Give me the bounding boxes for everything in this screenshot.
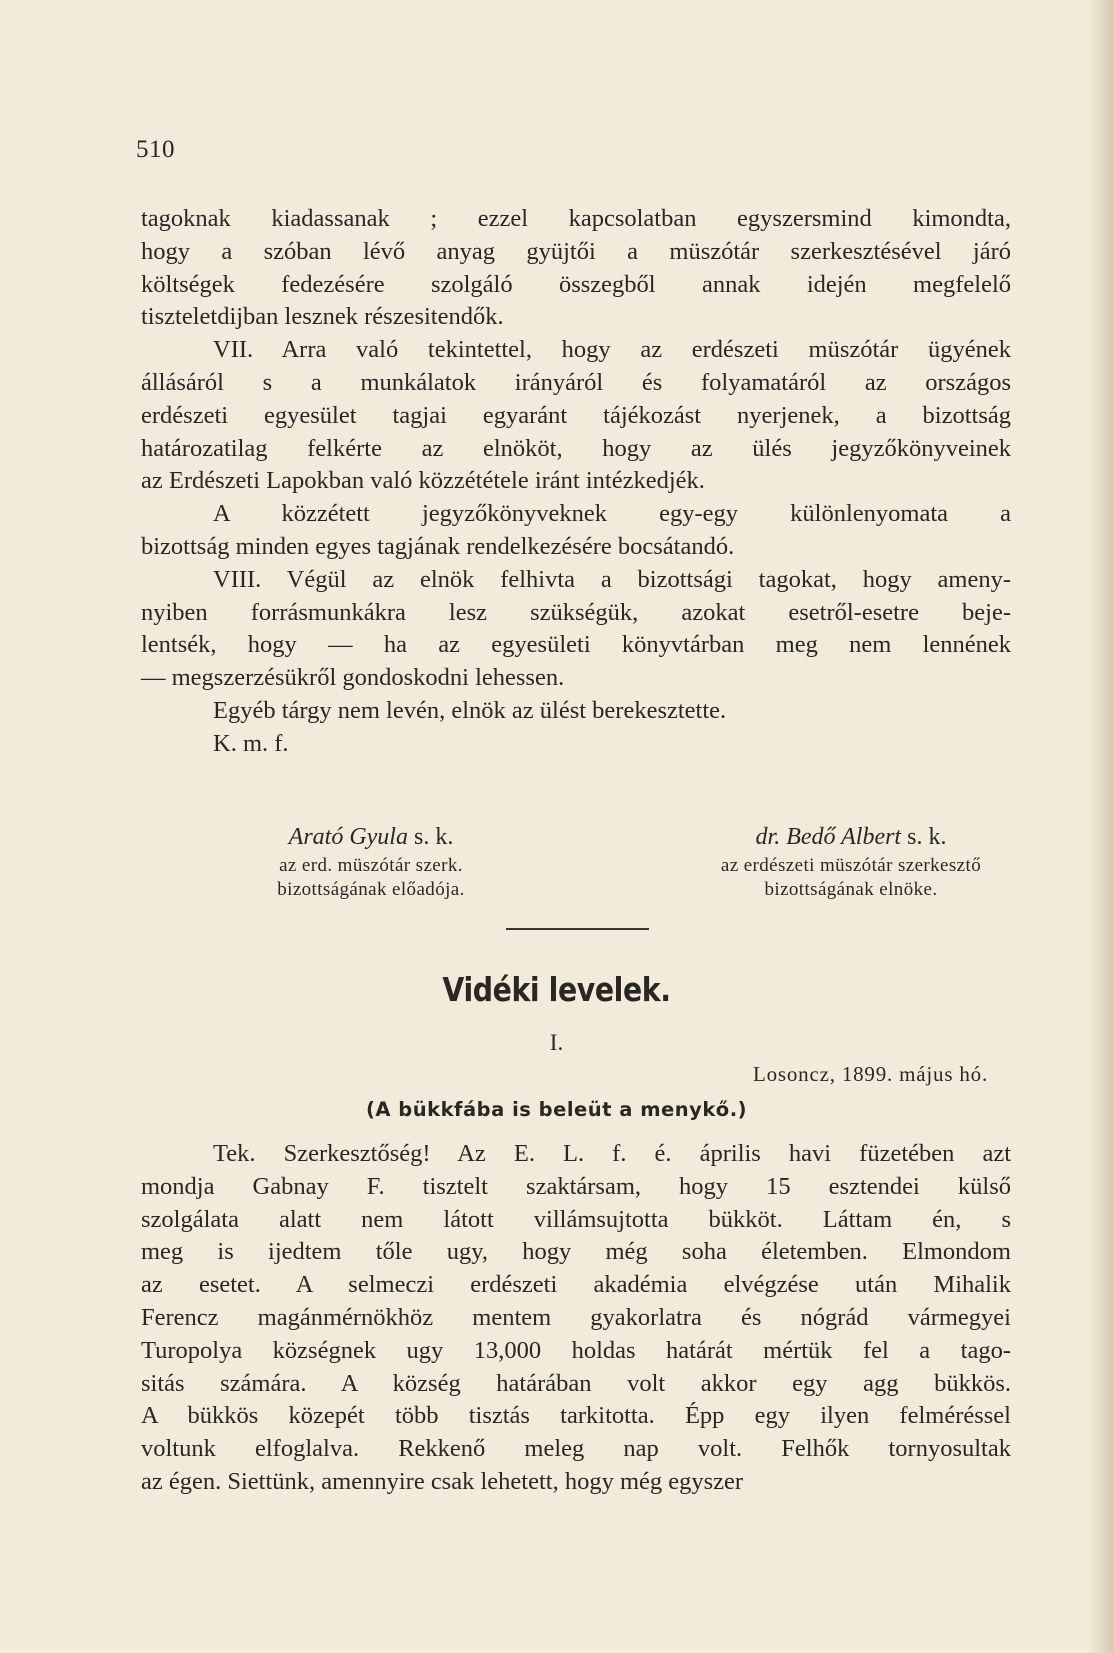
text-line: tiszteletdijban lesznek részesitendők. [141, 303, 504, 331]
section-number: I. [549, 1030, 564, 1055]
text-line: Egyéb tárgy nem levén, elnök az ülést berekesztette. [213, 696, 727, 724]
text-line: Tek. Szerkesztőség! Az E. L. f. é. április havi füzetében azt [213, 1140, 1011, 1167]
signature-row [141, 820, 1011, 910]
text-line: lentsék, hogy — ha az egyesületi könyvtárban meg nem lennének [141, 631, 1011, 659]
text-line: az esetet. A selmeczi erdészeti akadémia elvégzése után Mihalik [141, 1271, 1011, 1299]
text-line: VII. Arra való tekintettel, hogy az erdészeti müszótár ügyének [213, 336, 1011, 364]
text-line: A közzétett jegyzőkönyveknek egy-egy különlenyomata a [213, 500, 1011, 528]
text-line: nyiben forrásmunkákra lesz szükségük, azokat esetről-esetre beje- [141, 598, 1011, 626]
signature-right-name: Bedő Albert [786, 824, 902, 850]
text-line: A bükkös közepét több tisztás tarkitotta. Épp egy ilyen felméréssel [141, 1402, 1011, 1430]
text-line: Turopolya községnek ugy 13,000 holdas határát mértük fel a tago- [141, 1336, 1011, 1364]
signature-left-name-line [181, 820, 561, 854]
text-line: voltunk elfoglalva. Rekkenő meleg nap volt. Felhők tornyosultak [141, 1435, 1011, 1463]
signature-right-name-line [661, 820, 1041, 854]
text-line: költségek fedezésére szolgáló összegből annak idején megfelelő [141, 270, 1011, 298]
text-line: K. m. f. [213, 729, 289, 757]
page-number: 510 [136, 136, 175, 163]
place-date: Losoncz, 1899. május hó. [752, 1062, 988, 1086]
signature-right [661, 820, 1041, 902]
section-title: Vidéki levelek. [442, 970, 671, 1009]
signature-right-prefix: dr. [755, 824, 781, 850]
text-line: az Erdészeti Lapokban való közzététele iránt intézkedjék. [141, 467, 705, 495]
body-text-top [141, 203, 1011, 761]
section-subtitle: (A bükkfába is beleüt a menykő.) [365, 1098, 748, 1121]
text-line: VIII. Végül az elnök felhivta a bizottsági tagokat, hogy ameny- [213, 565, 1011, 593]
signature-right-role-2: bizottságának elnöke. [764, 879, 938, 900]
text-line: szolgálata alatt nem látott villámsujtotta bükköt. Láttam én, s [141, 1205, 1011, 1233]
signature-left-role-1: az erd. müszótár szerk. [279, 855, 463, 876]
signature-left-name: Arató Gyula [288, 824, 408, 850]
text-line: tagoknak kiadassanak ; ezzel kapcsolatban egyszersmind kimondta, [141, 205, 1011, 232]
text-line: határozatilag felkérte az elnököt, hogy az ülés jegyzőkönyveinek [141, 434, 1011, 462]
text-line: — megszerzésükről gondoskodni lehessen. [141, 664, 565, 692]
signature-left-suffix: s. k. [413, 824, 454, 850]
body-text-bottom [141, 1138, 1011, 1499]
text-line: állásáról s a munkálatok irányáról és folyamatáról az országos [141, 368, 1011, 396]
signature-left [181, 820, 561, 902]
text-line: bizottság minden egyes tagjának rendelkezésére bocsátandó. [141, 532, 735, 560]
signature-right-suffix: s. k. [907, 824, 947, 850]
text-line: Ferencz magánmérnökhöz mentem gyakorlatra és nógrád vármegyei [141, 1303, 1011, 1331]
text-line: mondja Gabnay F. tisztelt szaktársam, hogy 15 esztendei külső [141, 1172, 1011, 1200]
text-line: az égen. Siettünk, amennyire csak lehetett, hogy még egyszer [141, 1467, 744, 1495]
text-line: erdészeti egyesület tagjai egyaránt tájékozást nyerjenek, a bizottság [141, 401, 1011, 429]
signature-right-role-1: az erdészeti müszótár szerkesztő [720, 855, 982, 876]
signature-left-role-2: bizottságának előadója. [277, 879, 465, 900]
section-divider [506, 928, 649, 930]
text-line: sitás számára. A község határában volt akkor egy agg bükkös. [141, 1369, 1011, 1397]
text-line: meg is ijedtem tőle ugy, hogy még soha életemben. Elmondom [141, 1238, 1011, 1266]
page-edge-shadow [1089, 0, 1113, 1653]
text-line: hogy a szóban lévő anyag gyüjtői a müszótár szerkesztésével járó [141, 237, 1011, 265]
